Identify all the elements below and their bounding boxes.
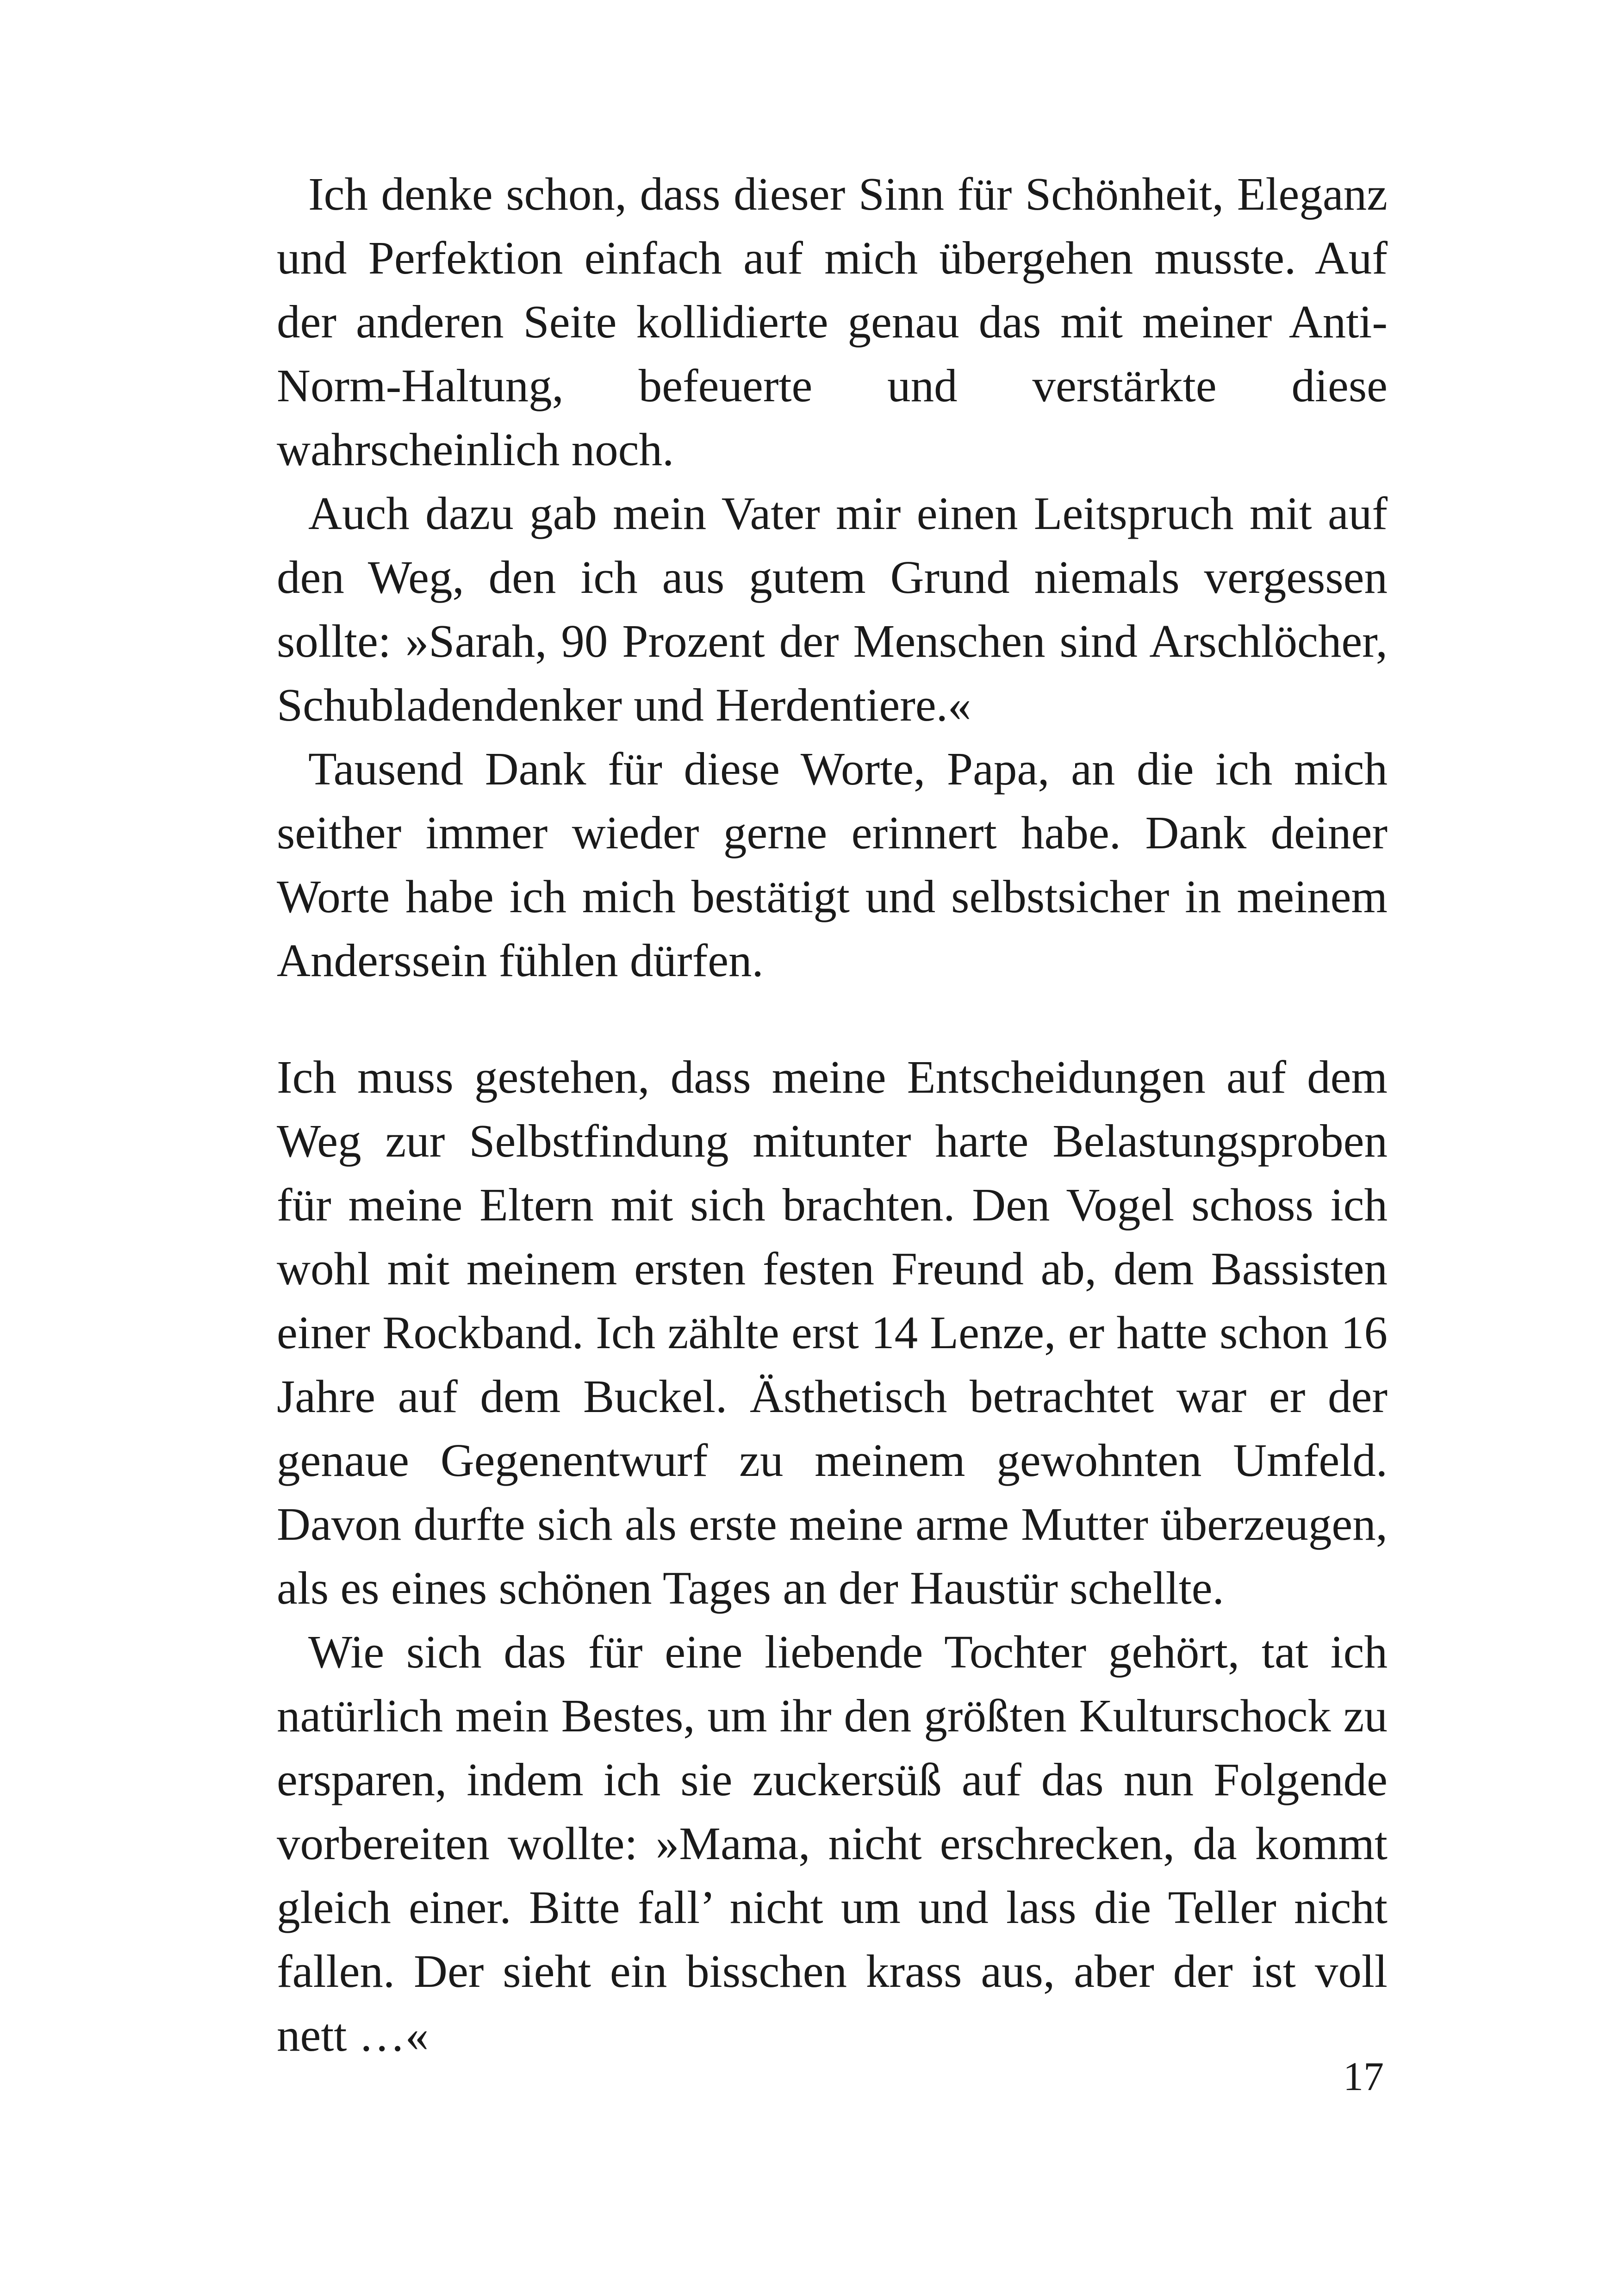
paragraph: Ich denke schon, dass dieser Sinn für Schönheit, Eleganz und Perfektion einfach auf mich übergehen musste. Auf der anderen Seite kollidierte genau das mit meiner Anti-Norm-Haltung, befeuerte und verstärkte diese wahrscheinlich noch.: [277, 168, 1388, 475]
text-section-2: [277, 1045, 1388, 2067]
page-number: 17: [1343, 2054, 1384, 2099]
paragraph: Tausend Dank für diese Worte, Papa, an die ich mich seither immer wieder gerne erinnert habe. Dank deiner Worte habe ich mich bestätigt und selbstsicher in meinem Anderssein fühlen dürfen.: [277, 743, 1388, 986]
paragraph: Auch dazu gab mein Vater mir einen Leitspruch mit auf den Weg, den ich aus gutem Grund niemals vergessen sollte: »Sarah, 90 Prozent der Menschen sind Arschlöcher, Schubladendenker und Herdentiere.«: [277, 487, 1388, 731]
paragraph: Ich muss gestehen, dass meine Entscheidungen auf dem Weg zur Selbstfindung mitunter harte Belastungsproben für meine Eltern mit sich brachten. Den Vogel schoss ich wohl mit meinem ersten festen Freund ab, dem Bassisten einer Rockband. Ich zählte erst 14 Lenze, er hatte schon 16 Jahre auf dem Buckel. Ästhetisch betrachtet war er der genaue Gegenentwurf zu meinem gewohnten Umfeld. Davon durfte sich als erste meine arme Mutter überzeugen, als es eines schönen Tages an der Haustür schellte.: [277, 1051, 1388, 1614]
text-section-1: [277, 162, 1388, 992]
paragraph: Wie sich das für eine liebende Tochter gehört, tat ich natürlich mein Bestes, um ihr den größten Kulturschock zu ersparen, indem ich sie zuckersüß auf das nun Folgende vorbereiten wollte: »Mama, nicht erschrecken, da kommt gleich einer. Bitte fall’ nicht um und lass die Teller nicht fallen. Der sieht ein bisschen krass aus, aber der ist voll nett …«: [277, 1626, 1388, 2061]
